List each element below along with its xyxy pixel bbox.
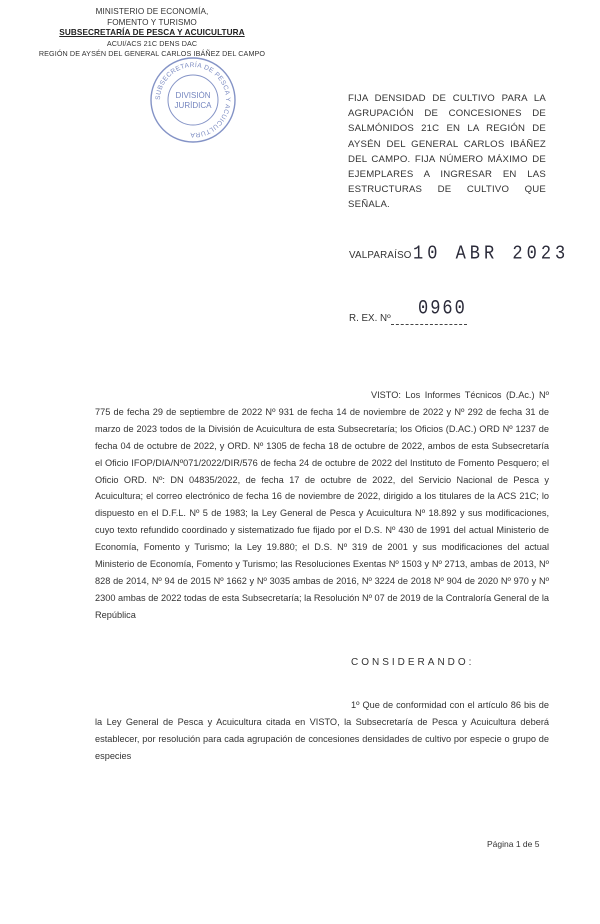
ministry-line: MINISTERIO DE ECONOMÍA, [95,7,209,16]
ministry-line-2: FOMENTO Y TURISMO [107,17,197,27]
letterhead [22,7,282,60]
stamp-ring-text: SUBSECRETARÍA DE PESCA Y ACUICULTURA [154,61,232,139]
date-stamp: 10 ABR 2023 [413,243,570,266]
considerando-heading: CONSIDERANDO: [351,657,475,668]
division-juridica-stamp [148,55,238,145]
considerando-paragraph-1: 1º Que de conformidad con el artículo 86 bis de la Ley General de Pesca y Acuicultura citada en VISTO, la Subsecretaría de Pesca y Acuicultura deberá establecer, por resolución para cada agrupación de concesiones densidades de cultivo por especie o grupo de especies [95,700,549,761]
page-number: Página 1 de 5 [487,839,540,849]
resolution-number: 0960 [418,298,467,321]
resolution-title: FIJA DENSIDAD DE CULTIVO PARA LA AGRUPACIÓN DE CONCESIONES DE SALMÓNIDOS 21C EN LA REGIÓN DE AYSÉN DEL GENERAL CARLOS IBÁÑEZ DEL CAMPO. FIJA NÚMERO MÁXIMO DE EJEMPLARES A INGRESAR EN LAS ESTRUCTURAS DE CULTIVO QUE SEÑALA. [348,93,546,211]
visto-paragraph: VISTO: Los Informes Técnicos (D.Ac.) Nº 775 de fecha 29 de septiembre de 2022 Nº 931 de fecha 14 de noviembre de 2022 y Nº 292 de fecha 31 de marzo de 2023 todos de la División de Acuicultura de esta Subsecretaría; los Oficios (D.AC.) ORD Nº 1237 de fecha 04 de octubre de 2022, y ORD. Nº 1305 de fecha 18 de octubre de 2022, ambos de esta Subsecretaría el Oficio IFOP/DIA/Nº071/2022/DIR/576 de fecha 24 de octubre de 2022 del Instituto de Fomento Pesquero; el Oficio ORD. Nº: DN 04835/2022, de fecha 17 de octubre de 2022, del Servicio Nacional de Pesca y Acuicultura; el correo electrónico de fecha 16 de noviembre de 2022, dirigido a los titulares de la ACS 21C; lo dispuesto en el D.F.L. Nº 5 de 1983; la Ley General de Pesca y Acuicultura Nº 18.892 y sus modificaciones, cuyo texto refundido coordinado y sistematizado fue fijado por el D.S. Nº 430 de 1991 del actual Ministerio de Economía, Fomento y Turismo; la Ley 19.880; el D.S. Nº 319 de 2001 y sus modificaciones del actual Ministerio de Economía, Fomento y Turismo; las Resoluciones Exentas Nº 1503 y Nº 2713, ambas de 2013, Nº 828 de 2014, Nº 94 de 2015 Nº 1662 y Nº 3035 ambas de 2016, Nº 3224 de 2018 Nº 904 de 2020 Nº 970 y Nº 2300 ambas de 2022 todas de esta Subsecretaría; la Resolución Nº 07 de 2019 de la Contraloría General de la República [95,390,549,620]
resolution-number-label: R. EX. Nº [349,313,391,324]
place-label: VALPARAÍSO [349,250,412,261]
subsecretaria-line: SUBSECRETARÍA DE PESCA Y ACUICULTURA [59,28,245,38]
region-line: REGIÓN DE AYSÉN DEL GENERAL CARLOS IBÁÑEZ DEL CAMPO [38,49,266,59]
stamp-center-line-1: DIVISIÓN [175,91,211,100]
stamp-center-line-2: JURÍDICA [174,101,212,110]
file-reference: ACUI/ACS 21C DENS DAC [106,38,198,48]
resolution-number-line [391,324,467,325]
